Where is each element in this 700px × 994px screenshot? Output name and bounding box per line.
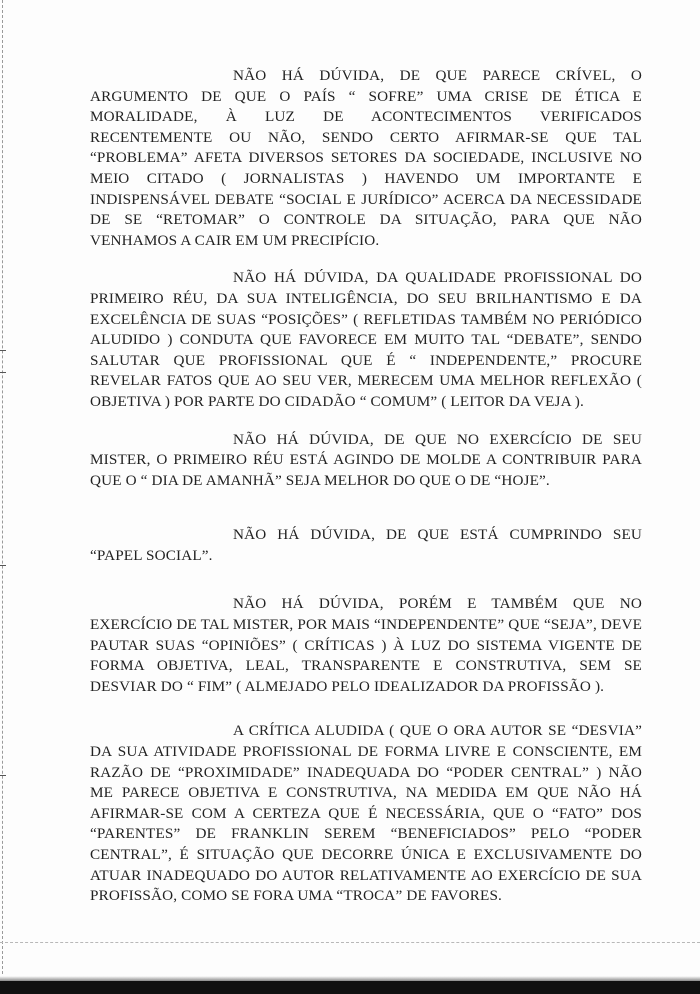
paragraph-criticism: A CRÍTICA ALUDIDA ( QUE O ORA AUTOR SE “DESVIA” DA SUA ATIVIDADE PROFISSIONAL DE FORMA LIVRE E CONSCIENTE, EM RAZÃO DE “PROXIMIDADE” INADEQUADA DO “PODER CENTRAL” ) NÃO ME PARECE OBJETIVA E CONSTRUTIVA, NA MEDIDA EM QUE NÃO HÁ AFIRMAR-SE COM A CERTEZA QUE É NECESSÁRIA, QUE O “FATO” DOS “PARENTES” DE FRANKLIN SEREM “BENEFICIADOS” PELO “PODER CENTRAL”, É SITUAÇÃO QUE DECORRE ÚNICA E EXCLUSIVAMENTE DO ATUAR INADEQUADO DO AUTOR RELATIVAMENTE AO EXERCÍCIO DE SUA PROFISSÃO, COMO SE FORA UMA “TROCA” DE FAVORES. [90, 722, 642, 905]
paragraph-objective-opinions: NÃO HÁ DÚVIDA, PORÉM E TAMBÉM QUE NO EXERCÍCIO DE TAL MISTER, POR MAIS “INDEPENDENTE” QUE “SEJA”, DEVE PAUTAR SUAS “OPINIÕES” ( CRÍTICAS ) À LUZ DO SISTEMA VIGENTE DE FORMA OBJETIVA, LEAL, TRANSPARENTE E CONSTRUTIVA, SEM SE DESVIAR DO “ FIM” ( ALMEJADO PELO IDEALIZADOR DA PROFISSÃO ). [90, 595, 642, 695]
margin-mark [0, 565, 6, 566]
margin-mark [0, 350, 6, 351]
page-left-edge [2, 0, 4, 994]
paragraph-crisis-of-ethics: NÃO HÁ DÚVIDA, DE QUE PARECE CRÍVEL, O ARGUMENTO DE QUE O PAÍS “ SOFRE” UMA CRISE DE ÉTICA E MORALIDADE, À LUZ DE ACONTECIMENTOS VERIFICADOS RECENTEMENTE OU NÃO, SENDO CERTO AFIRMAR-SE QUE TAL “PROBLEMA” AFETA DIVERSOS SETORES DA SOCIEDADE, INCLUSIVE NO MEIO CITADO ( JORNALISTAS ) HAVENDO UM IMPORTANTE E INDISPENSÁVEL DEBATE “SOCIAL E JURÍDICO” ACERCA DA NECESSIDADE DE SE “RETOMAR” O CONTROLE DA SITUAÇÃO, PARA QUE NÃO VENHAMOS A CAIR EM UM PRECIPÍCIO. [90, 67, 642, 249]
bottom-dashed-rule [0, 942, 700, 943]
margin-mark [0, 775, 6, 776]
paragraph-social-role: NÃO HÁ DÚVIDA, DE QUE ESTÁ CUMPRINDO SEU “PAPEL SOCIAL”. [90, 526, 642, 564]
paragraph-professional-quality: NÃO HÁ DÚVIDA, DA QUALIDADE PROFISSIONAL DO PRIMEIRO RÉU, DA SUA INTELIGÊNCIA, DO SEU BRILHANTISMO E DA EXCELÊNCIA DE SUAS “POSIÇÕES” ( REFLETIDAS TAMBÉM NO PERIÓDICO ALUDIDO ) CONDUTA QUE FAVORECE EM MUITO TAL “DEBATE”, SENDO SALUTAR QUE PROFISSIONAL QUE É “ INDEPENDENTE,” PROCURE REVELAR FATOS QUE AO SEU VER, MERECEM UMA MELHOR REFLEXÃO ( OBJETIVA ) POR PARTE DO CIDADÃO “ COMUM” ( LEITOR DA VEJA ). [90, 269, 642, 410]
document-body [90, 66, 642, 907]
scan-bottom-border [0, 981, 700, 994]
margin-mark [0, 372, 6, 373]
paragraph-exercise-of-duty: NÃO HÁ DÚVIDA, DE QUE NO EXERCÍCIO DE SEU MISTER, O PRIMEIRO RÉU ESTÁ AGINDO DE MOLDE A CONTRIBUIR PARA QUE O “ DIA DE AMANHÃ” SEJA MELHOR DO QUE O DE “HOJE”. [90, 430, 642, 489]
